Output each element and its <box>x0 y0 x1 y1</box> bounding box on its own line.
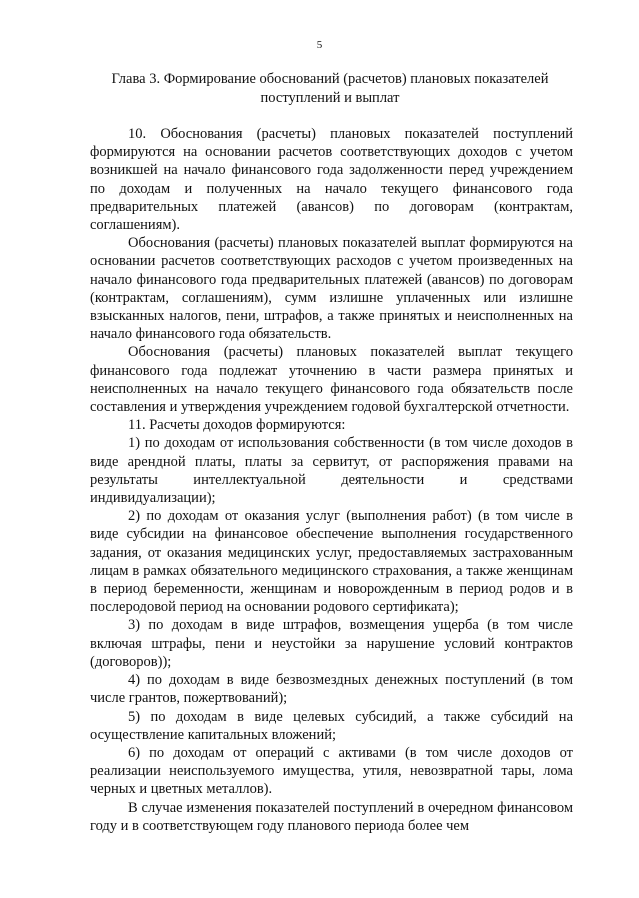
list-item-4: 4) по доходам в виде безвозмездных денежных поступлений (в том числе грантов, пожертвований); <box>90 672 573 707</box>
paragraph-changes: В случае изменения показателей поступлений в очередном финансовом году и в соответствующем году планового периода более чем <box>90 799 573 834</box>
paragraph-11: 11. Расчеты доходов формируются: <box>128 417 346 434</box>
list-item-6: 6) по доходам от операций с активами (в том числе доходов от реализации неиспользуемого имущества, утиля, невозвратной тары, лома черных и цветных металлов). <box>90 744 573 798</box>
list-item-5: 5) по доходам в виде целевых субсидий, а также субсидий на осуществление капитальных вложений; <box>90 708 573 743</box>
chapter-heading: Глава 3. Формирование обоснований (расчетов) плановых показателей поступлений и выплат <box>111 71 549 106</box>
list-item-1: 1) по доходам от использования собственности (в том числе доходов в виде арендной платы, платы за сервитут, от распоряжения правами на результаты интеллектуальной деятельности и средствами индивидуализации); <box>90 435 573 507</box>
list-item-3: 3) по доходам в виде штрафов, возмещения ущерба (в том числе включая штрафы, пени и неустойки за нарушение условий контрактов (договоров)); <box>90 617 573 670</box>
page-number: 5 <box>316 39 323 51</box>
paragraph-payments-refinement: Обоснования (расчеты) плановых показателей выплат текущего финансового года подлежат уточнению в части размера принятых и неисполненных на начало текущего финансового года обязательств после составления и утверждения учреждением годовой бухгалтерской отчетности. <box>90 344 573 416</box>
paragraph-payments-basis: Обоснования (расчеты) плановых показателей выплат формируются на основании расчетов соответствующих расходов с учетом произведенных на начало финансового года предварительных платежей (авансов) по договорам (контрактам, соглашениям), сумм излишне уплаченных или излишне взысканных налогов, пени, штрафов, а также принятых и неисполненных на начало финансового года обязательств. <box>90 235 573 343</box>
list-item-2: 2) по доходам от оказания услуг (выполнения работ) (в том числе в виде субсидии на финансовое обеспечение выполнения государственного задания, от оказания медицинских услуг, предоставляемых застрахованным лицам в рамках обязательного медицинского страхования, а также женщинам в период беременности, женщинам и новорожденным в период родов и в послеродовой период на основании родового сертификата); <box>90 508 573 616</box>
paragraph-10: 10. Обоснования (расчеты) плановых показателей поступлений формируются на основании расчетов соответствующих доходов с учетом возникшей на начало финансового года задолженности перед учреждением по доходам и полученных на начало текущего финансового года предварительных платежей (авансов) по договорам (контрактам, соглашениям). <box>90 126 573 234</box>
document-body <box>90 125 573 835</box>
